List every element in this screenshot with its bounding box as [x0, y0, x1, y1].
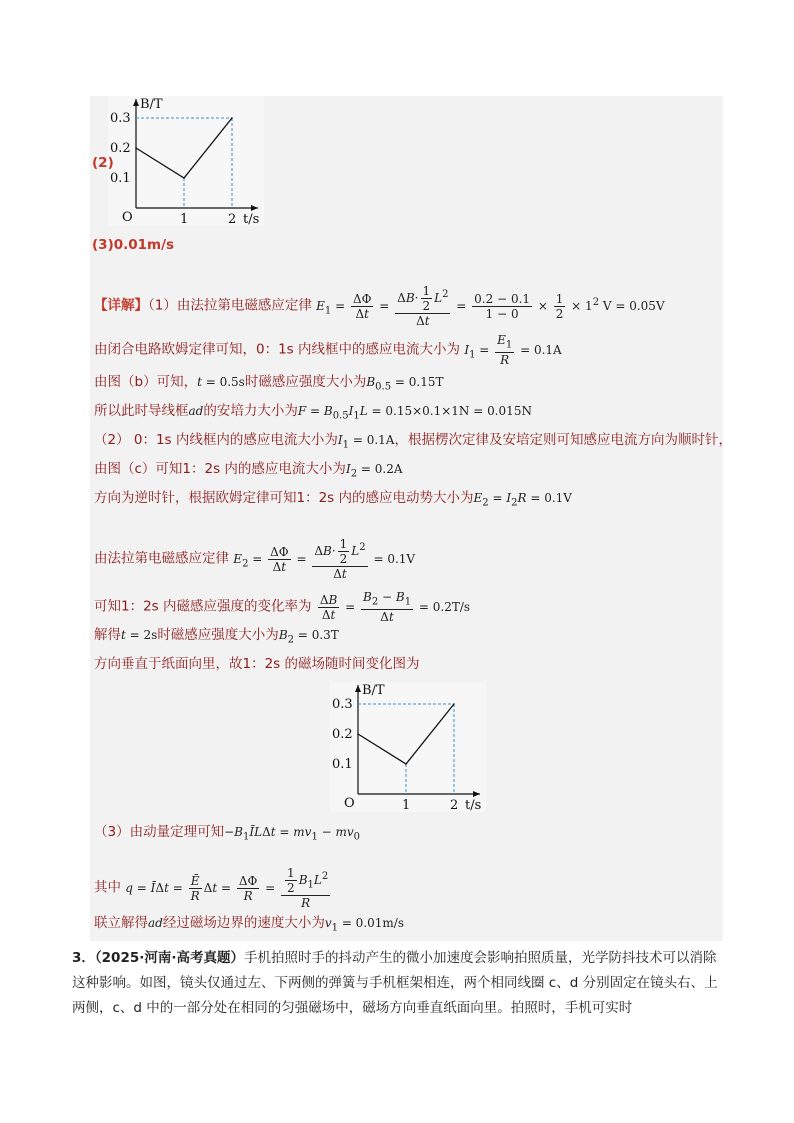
part2-label: (2) — [92, 155, 114, 171]
detail-line-7: 方向为逆时针，根据欧姆定律可知1：2s 内的感应电动势大小为$E_2 = I_2R = 0.1V$ — [94, 490, 572, 509]
detail-line-8 — [94, 537, 415, 581]
detail-text: 时磁感应强度大小为 — [157, 627, 279, 643]
b-t-graph-2 — [330, 682, 486, 812]
formula-rate: $\frac{\Delta B}{\Delta t}$ = $\frac{B_2 - B_1}{\Delta t}$ = 0.2T/s — [319, 590, 471, 625]
y-tick-label: 0.3 — [110, 111, 131, 126]
data-point — [405, 763, 407, 765]
detail-text: 所以此时导线框 — [94, 403, 189, 419]
detail-line-11: 方向垂直于纸面向里，故1：2s 的磁场随时间变化图为 — [94, 656, 420, 672]
detail-text: 解得 — [94, 627, 121, 643]
formula-e1: $E_1$ = $\frac{\Delta\Phi}{\Delta t}$ = ΔB· $\frac{1}{2}$ $L^2$ Δt = $\frac{0.2 - 0.1}{1 - 0}$ × $\frac{1}{2}$ × $1^2$ V = 0.05V — [316, 284, 665, 328]
detail-text: （3）由动量定理可知 — [94, 824, 225, 840]
detail-line-2 — [94, 333, 562, 367]
detail-text: （2） 0：1s 内线框内的感应电流大小为 — [94, 432, 338, 448]
question-3 — [72, 946, 722, 1021]
detail-line-10: 解得t = 2s时磁感应强度大小为$B_2 = 0.3T$ — [94, 627, 339, 646]
b-t-graph-1 — [108, 96, 264, 226]
x-tick-label: 1 — [402, 798, 411, 812]
y-axis-label: B/T — [362, 683, 385, 698]
x-tick-label: 2 — [228, 212, 237, 226]
y-tick-label: 0.1 — [110, 171, 131, 186]
question-number: 3． — [72, 950, 95, 966]
x-axis-arrow — [251, 205, 258, 211]
detail-text: 经过磁场边界的速度大小为 — [162, 915, 325, 931]
detail-line-6: 由图（c）可知1：2s 内的感应电流大小为$I_2 = 0.2A$ — [94, 461, 403, 480]
formula-i1: $I_1$ = $\frac{E_1}{R}$ = 0.1A — [464, 333, 562, 368]
detail-line-4: 所以此时导线框ad的安培力大小为$F = B_{0.5}I_1L = 0.15\times 0.1\times 1N = 0.015N$ — [94, 403, 532, 422]
x-axis-arrow — [473, 791, 480, 797]
detail-line-12: （3）由动量定理可知$-B_1ĪL\Delta t = mv_1 - mv_0$ — [94, 824, 361, 843]
detail-tag: 【详解】 — [94, 297, 148, 314]
detail-line-14: 联立解得ad经过磁场边界的速度大小为$v_1 = 0.01m/s$ — [94, 915, 404, 934]
y-axis-arrow — [133, 99, 139, 106]
detail-text: （1）由法拉第电磁感应定律 — [148, 297, 312, 314]
detail-line-1 — [94, 284, 665, 328]
detail-line-3: 由图（b）可知，t = 0.5s时磁感应强度大小为$B_{0.5} = 0.15T$ — [94, 374, 444, 393]
formula-q: q = ĪΔt = $\frac{Ē}{R}$ Δt = $\frac{\Delta\Phi}{R}$ = $\frac{1}{2}$ $B_1L^2$ R — [125, 866, 329, 910]
b-series-line — [136, 118, 232, 178]
y-tick-label: 0.1 — [332, 757, 353, 772]
detail-text: 时磁感应强度大小为 — [244, 374, 367, 390]
detail-text: 方向为逆时针，根据欧姆定律可知1：2s 内的感应电动势大小为 — [94, 490, 474, 506]
detail-line-13 — [94, 866, 332, 910]
detail-text: 可知1：2s 内磁感应强度的变化率为 — [94, 598, 312, 615]
x-tick-label: 1 — [180, 212, 189, 226]
y-tick-label: 0.2 — [110, 141, 131, 156]
question-text: 手机拍照时手的抖动产生的微小加速度会影响拍照质量，光学防抖技术可以消除这种影响。如图，镜头仅通过左、下两侧的弹簧与手机框架相连，两个相同线圈 c、d 分别固定在镜头右、上两侧，c、d 中的一部分处在相同的匀强磁场中，磁场方向垂直纸面向里。拍照时，手机可实时 — [72, 950, 718, 1016]
x-tick-label: 2 — [450, 798, 459, 812]
b-series-line — [358, 704, 454, 764]
detail-text: 联立解得 — [94, 915, 148, 931]
question-source: （2025·河南·高考真题） — [94, 950, 244, 966]
detail-text: 由图（c）可知1：2s 内的感应电流大小为 — [94, 461, 346, 477]
detail-text: 由闭合电路欧姆定律可知，0：1s 内线框中的感应电流大小为 — [94, 341, 461, 358]
formula-e2: $E_2$ = $\frac{\Delta\Phi}{\Delta t}$ = ΔB· $\frac{1}{2}$ $L^2$ Δt = 0.1V — [233, 537, 416, 581]
detail-text: 由图（b）可知， — [94, 374, 198, 390]
detail-text: 由法拉第电磁感应定律 — [94, 550, 229, 567]
data-point — [135, 147, 137, 149]
detail-text: ，根据楞次定律及安培定则可知感应电流方向为顺时针， — [394, 432, 732, 448]
x-axis-label: t/s — [465, 798, 482, 812]
data-point — [231, 117, 233, 119]
y-axis-label: B/T — [140, 97, 163, 112]
origin-label: O — [344, 796, 355, 811]
y-tick-label: 0.3 — [332, 697, 353, 712]
origin-label: O — [122, 210, 133, 225]
part3-answer: (3)0.01m/s — [92, 237, 175, 253]
b-t-graph-2-svg — [330, 682, 486, 812]
data-point — [453, 703, 455, 705]
y-tick-label: 0.2 — [332, 727, 353, 742]
data-point — [357, 733, 359, 735]
detail-line-5: （2） 0：1s 内线框内的感应电流大小为$I_1 = 0.1A$，根据楞次定律及安培定则可知感应电流方向为顺时针， — [94, 432, 732, 451]
y-axis-arrow — [355, 685, 361, 692]
detail-text: 其中 — [94, 879, 121, 896]
detail-line-9 — [94, 590, 470, 624]
x-axis-label: t/s — [243, 212, 260, 226]
b-t-graph-1-svg — [108, 96, 264, 226]
data-point — [183, 177, 185, 179]
detail-text: 的安培力大小为 — [203, 403, 298, 419]
